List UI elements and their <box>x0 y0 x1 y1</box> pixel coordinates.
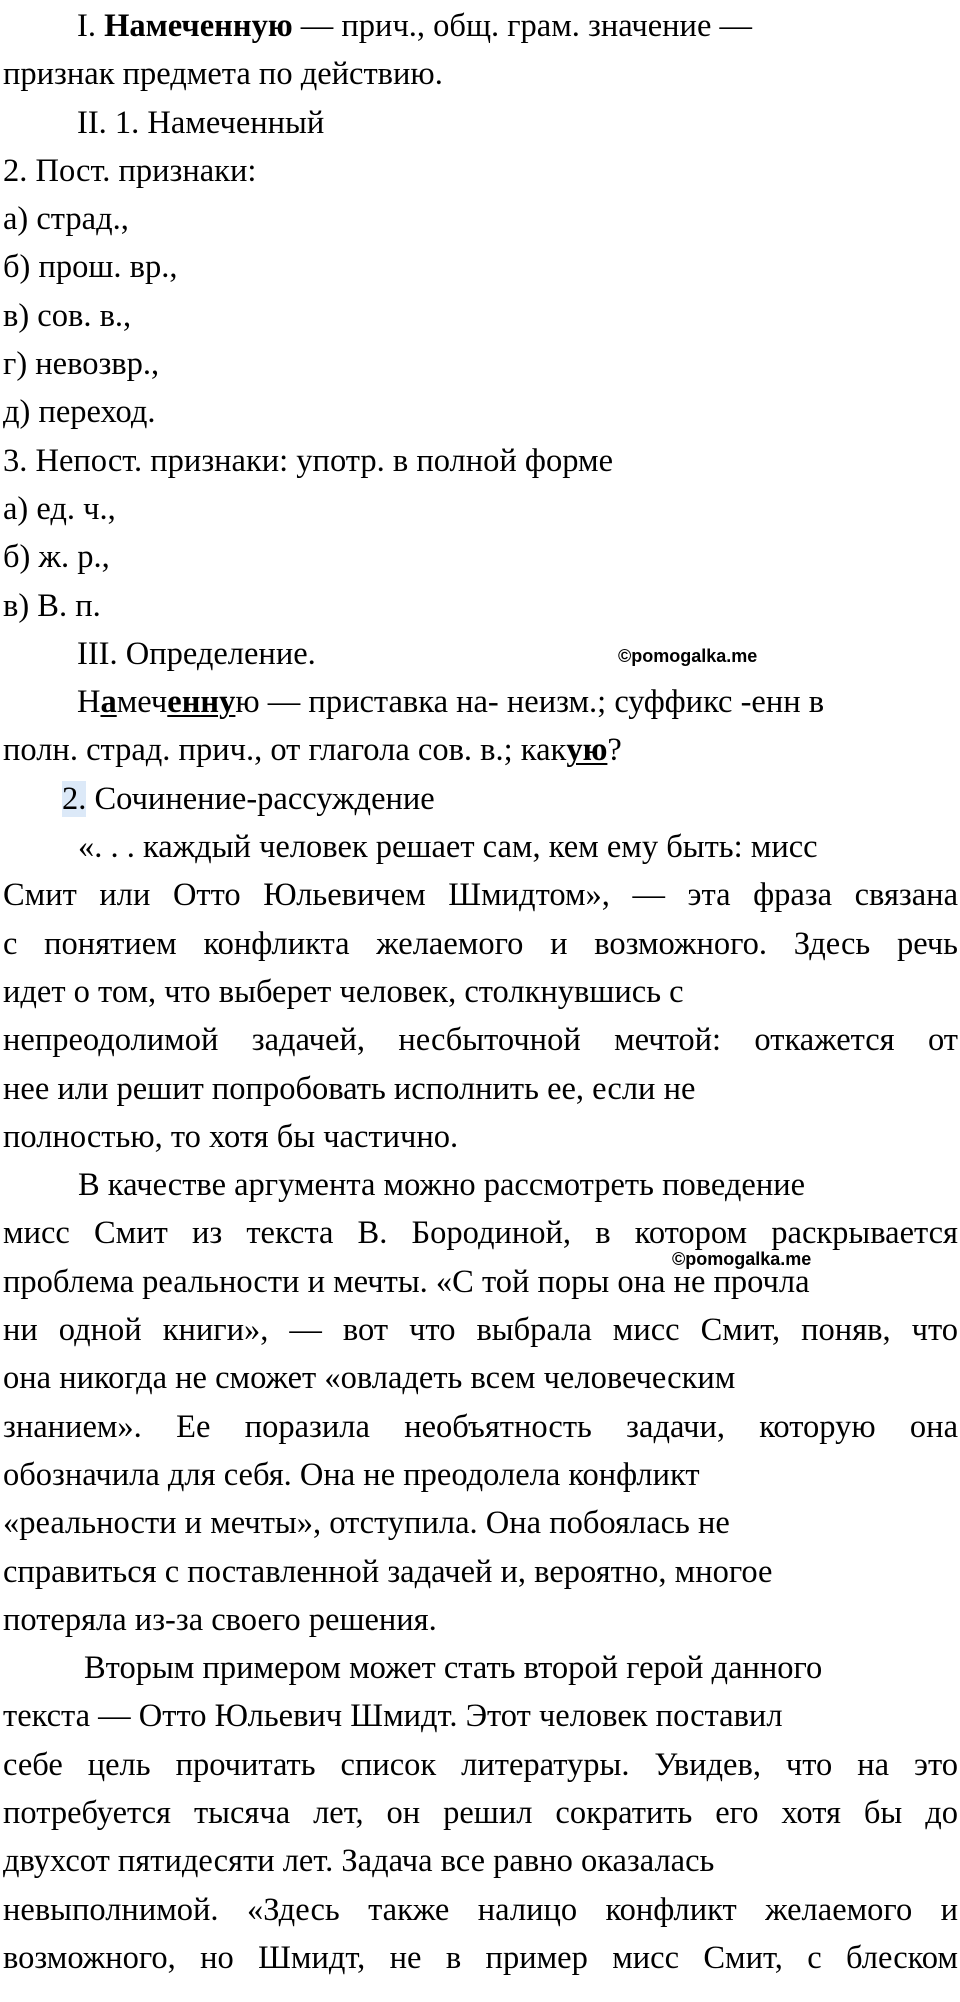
analysis-line: б) прош. вр., <box>3 249 178 286</box>
watermark: ©pomogalka.me <box>618 645 758 666</box>
analysis-line: 2. Пост. признаки: <box>3 152 257 189</box>
paragraph-line: Вторым примером может стать второй герой данного <box>84 1650 823 1687</box>
paragraph-line: идет о том, что выберет человек, столкнувшись с <box>3 973 684 1010</box>
analysis-line: г) невозвр., <box>3 346 160 383</box>
analyzed-word: Намеченную <box>104 8 293 44</box>
paragraph-line: полностью, то хотя бы частично. <box>3 1118 459 1155</box>
analysis-line: в) В. п. <box>3 587 101 624</box>
paragraph-line: двухсот пятидесяти лет. Задача все равно оказалась <box>3 1843 715 1880</box>
analysis-line <box>0 630 960 678</box>
paragraph-line: В качестве аргумента можно рассмотреть поведение <box>78 1167 806 1204</box>
paragraph-line <box>0 1248 960 1306</box>
paragraph-line: невыполнимой. «Здесь также налицо конфликт желаемого и <box>3 1891 958 1928</box>
watermark: ©pomogalka.me <box>672 1248 812 1269</box>
paragraph-line: справиться с поставленной задачей и, вероятно, многое <box>3 1553 773 1590</box>
paragraph-text: проблема реальности и мечты. «С той поры она не прочла <box>3 1263 810 1300</box>
analysis-line: а) ед. ч., <box>3 490 116 527</box>
analysis-line: в) сов. в., <box>3 297 132 334</box>
paragraph-line: потеряла из-за своего решения. <box>3 1601 437 1638</box>
paragraph-line: «реальности и мечты», отступила. Она побоялась не <box>3 1505 730 1542</box>
paragraph-line: нее или решит попробовать исполнить ее, если не <box>3 1070 696 1107</box>
morpheme-line: полн. страд. прич., от глагола сов. в.; какую? <box>3 732 622 769</box>
paragraph-line: мисс Смит из текста В. Бородиной, в котором раскрывается <box>3 1215 958 1252</box>
essay-number: 2. <box>62 780 87 817</box>
paragraph-line: знанием». Ее поразила необъятность задачи, которую она <box>3 1408 958 1445</box>
paragraph-line: «. . . каждый человек решает сам, кем ему быть: мисс <box>78 829 818 866</box>
essay-title: Сочинение-рассуждение <box>86 780 435 817</box>
analysis-line: а) страд., <box>3 201 129 238</box>
paragraph-line: она никогда не сможет «овладеть всем человеческим <box>3 1360 736 1397</box>
paragraph-line: обозначила для себя. Она не преодолела конфликт <box>3 1456 700 1493</box>
section-number: I. <box>77 8 105 44</box>
analysis-line: д) переход. <box>3 394 156 431</box>
paragraph-line: Смит или Отто Юльевичем Шмидтом», — эта фраза связана <box>3 877 958 914</box>
prefix-mark: а <box>100 684 117 721</box>
paragraph-line: с понятием конфликта желаемого и возможного. Здесь речь <box>3 925 958 962</box>
analysis-line: 3. Непост. признаки: употр. в полной форме <box>3 442 613 479</box>
paragraph-line: возможного, но Шмидт, не в пример мисс Смит, с блеском <box>3 1939 958 1976</box>
paragraph-line: непреодолимой задачей, несбыточной мечтой: откажется от <box>3 1022 958 1059</box>
paragraph-line: потребуется тысяча лет, он решил сократить его хотя бы до <box>3 1794 958 1831</box>
morpheme-line: Намеченную — приставка на- неизм.; суффикс -енн в <box>77 684 825 721</box>
analysis-line <box>0 2 960 50</box>
ending-mark: ую <box>566 732 608 769</box>
analysis-line: признак предмета по действию. <box>3 56 443 93</box>
essay-heading <box>0 775 960 823</box>
analysis-text: III. Определение. <box>77 635 316 672</box>
paragraph-line: себе цель прочитать список литературы. Увидев, что на это <box>3 1746 958 1783</box>
analysis-line: б) ж. р., <box>3 539 110 576</box>
paragraph-line: текста — Отто Юльевич Шмидт. Этот человек поставил <box>3 1698 783 1735</box>
analysis-text: — прич., общ. грам. значение — <box>292 8 753 44</box>
analysis-line: II. 1. Намеченный <box>77 104 325 141</box>
suffix-mark: енну <box>167 684 236 721</box>
paragraph-line: ни одной книги», — вот что выбрала мисс Смит, поняв, что <box>3 1312 958 1349</box>
